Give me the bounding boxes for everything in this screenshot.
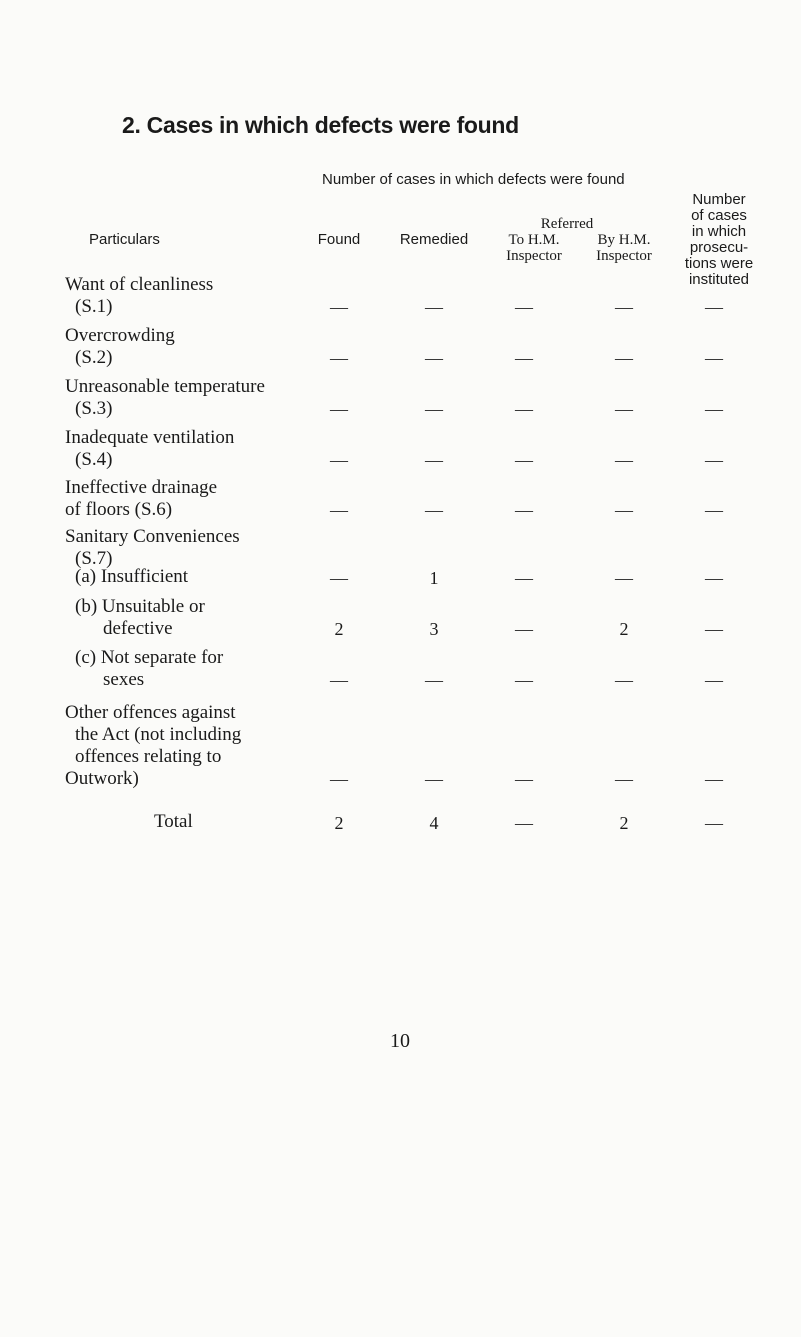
table-cell: 2 <box>334 619 344 639</box>
table-row-label <box>65 274 213 318</box>
table-cell: — <box>515 500 533 520</box>
total-cell: 2 <box>619 813 629 833</box>
table-cell: — <box>515 619 533 639</box>
table-cell: — <box>705 297 723 317</box>
row-label-line: Sanitary Conveniences <box>65 526 240 547</box>
table-cell: — <box>425 399 443 419</box>
table-cell: — <box>615 500 633 520</box>
total-cell: — <box>705 813 723 833</box>
row-label-line: Other offences against <box>65 702 236 723</box>
table-cell: — <box>330 450 348 470</box>
row-label-line: Unreasonable temperature <box>65 376 265 397</box>
row-label-line: (S.7) <box>75 548 113 569</box>
total-cell: 4 <box>429 813 439 833</box>
row-label-line: sexes <box>103 669 145 690</box>
table-cell: — <box>515 348 533 368</box>
table-cell: — <box>705 500 723 520</box>
row-label-line: Want of cleanliness <box>65 274 214 295</box>
total-cell: — <box>515 813 533 833</box>
table-cell: — <box>615 769 633 789</box>
table-cell: — <box>515 399 533 419</box>
header-remedied: Remedied <box>399 231 469 248</box>
row-label-line: Inadequate ventilation <box>65 427 235 448</box>
page-title: 2. Cases in which defects were found <box>122 112 519 138</box>
header-prosecutions-line: in which <box>691 223 747 240</box>
table-cell: — <box>330 399 348 419</box>
table-cell: — <box>705 568 723 588</box>
table-row-label <box>65 477 217 521</box>
table-row-label <box>75 566 188 588</box>
header-to-hm-line: To H.M. <box>508 232 560 248</box>
table-cell: — <box>425 500 443 520</box>
header-by-hm-inspector <box>596 232 652 264</box>
header-prosecutions-line: instituted <box>688 271 750 288</box>
row-label-line: Overcrowding <box>65 325 175 346</box>
table-cell: — <box>330 348 348 368</box>
table-cell: — <box>330 500 348 520</box>
row-label-line: (S.3) <box>75 398 113 419</box>
table-cell: — <box>425 769 443 789</box>
table-cell: 2 <box>619 619 629 639</box>
table-cell: — <box>615 450 633 470</box>
table-cell: — <box>515 450 533 470</box>
row-label-line: Outwork) <box>65 768 139 789</box>
header-prosecutions-line: tions were <box>684 255 754 272</box>
table-cell: — <box>425 348 443 368</box>
row-label-line: (a) Insufficient <box>75 566 189 587</box>
header-by-hm-line: Inspector <box>596 248 652 264</box>
table-cell: — <box>615 670 633 690</box>
row-label-line: Ineffective drainage <box>65 477 218 498</box>
table-cell: — <box>330 670 348 690</box>
table-row-label <box>65 526 240 570</box>
table-cell: 1 <box>429 568 439 588</box>
table-cell: — <box>515 297 533 317</box>
table-cell: — <box>515 769 533 789</box>
row-label-line: the Act (not including <box>75 724 242 745</box>
header-by-hm-line: By H.M. <box>597 232 651 248</box>
header-group-label: Number of cases in which defects were found <box>322 171 625 188</box>
table-cell: — <box>705 670 723 690</box>
table-cell: — <box>330 769 348 789</box>
table-cell: — <box>705 348 723 368</box>
header-particulars: Particulars <box>89 231 160 248</box>
row-label-line: (c) Not separate for <box>75 647 224 668</box>
table-row-label <box>75 647 223 691</box>
page-number: 10 <box>390 1030 410 1052</box>
header-referred: Referred <box>540 216 594 232</box>
header-prosecutions-line: Number <box>692 191 746 208</box>
row-label-line: (b) Unsuitable or <box>75 596 205 617</box>
table-cell: — <box>425 297 443 317</box>
table-cell: 3 <box>429 619 439 639</box>
table-row-label <box>65 427 234 471</box>
row-label-line: offences relating to <box>75 746 222 767</box>
row-label-line: (S.2) <box>75 347 113 368</box>
table-cell: — <box>705 769 723 789</box>
row-label-line: defective <box>103 618 173 639</box>
table-cell: — <box>705 450 723 470</box>
row-label-line: (S.4) <box>75 449 113 470</box>
table-cell: — <box>615 348 633 368</box>
table-row-label <box>75 596 205 640</box>
table-cell: — <box>615 399 633 419</box>
table-cell: — <box>330 568 348 588</box>
header-to-hm-inspector <box>506 232 562 264</box>
table-cell: — <box>515 670 533 690</box>
row-label-line: of floors (S.6) <box>65 499 173 520</box>
table-cell: — <box>705 399 723 419</box>
header-prosecutions <box>685 192 753 288</box>
table-cell: — <box>425 450 443 470</box>
table-cell: — <box>515 568 533 588</box>
row-label-line: (S.1) <box>75 296 113 317</box>
table-row-label <box>65 325 175 369</box>
table-cell: — <box>615 568 633 588</box>
table-cell: — <box>705 619 723 639</box>
table-row-label <box>65 376 265 420</box>
header-found: Found <box>317 231 361 248</box>
table-row-label <box>65 702 241 790</box>
header-to-hm-line: Inspector <box>506 248 562 264</box>
table-cell: — <box>615 297 633 317</box>
header-prosecutions-line: prosecu- <box>689 239 749 256</box>
header-prosecutions-line: of cases <box>691 207 747 224</box>
total-cell: 2 <box>334 813 344 833</box>
table-cell: — <box>425 670 443 690</box>
total-label: Total <box>154 811 193 832</box>
table-cell: — <box>330 297 348 317</box>
